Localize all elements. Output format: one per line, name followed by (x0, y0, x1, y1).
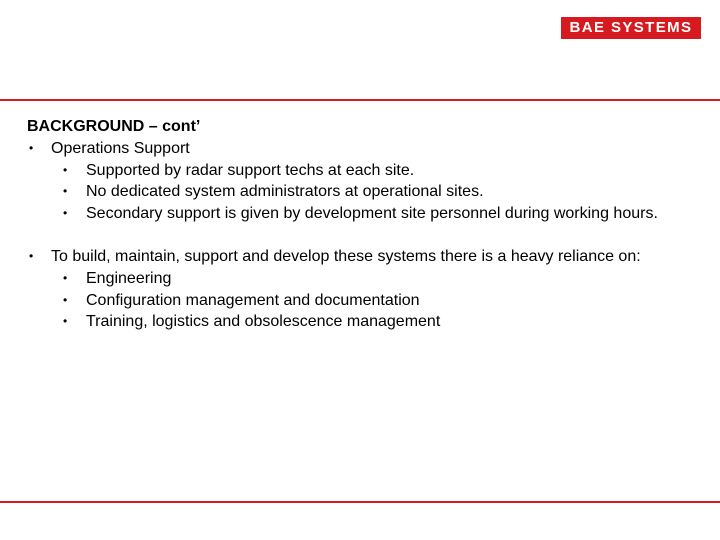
slide-heading: BACKGROUND – cont’ (27, 118, 201, 135)
sub-list-item (27, 203, 697, 225)
list-item (27, 246, 697, 268)
sub-list-item-text: Engineering (86, 269, 172, 287)
list-item (27, 138, 697, 160)
sub-list-item (27, 181, 697, 203)
bullet-icon: • (63, 162, 68, 177)
bullet-icon: • (63, 270, 68, 285)
sub-list-item (27, 290, 697, 312)
list-item-text: To build, maintain, support and develop these systems there is a heavy reliance on: (51, 247, 641, 265)
sub-list-item-text: Supported by radar support techs at each site. (86, 161, 415, 179)
bullet-icon: • (63, 292, 68, 307)
bullet-icon: • (29, 140, 34, 155)
sub-list-item (27, 160, 697, 182)
slide-body (27, 116, 697, 333)
bullet-list (27, 138, 697, 333)
sub-list-item (27, 268, 697, 290)
header-divider (0, 99, 720, 101)
sub-list-item-text: Training, logistics and obsolescence management (86, 313, 441, 331)
sub-list-item (27, 311, 697, 333)
sub-list-item-text: No dedicated system administrators at operational sites. (86, 183, 484, 201)
sub-list-item-text: Secondary support is given by development site personnel during working hours. (86, 205, 658, 223)
bullet-icon: • (63, 184, 68, 199)
logo-text: BAE SYSTEMS (569, 19, 693, 36)
footer-divider (0, 501, 720, 503)
bae-systems-logo (561, 17, 701, 39)
list-item-text: Operations Support (51, 139, 190, 157)
list-spacer (27, 225, 697, 246)
sub-list-item-text: Configuration management and documentation (86, 291, 420, 309)
bullet-icon: • (63, 314, 68, 329)
bullet-icon: • (29, 248, 34, 263)
bullet-icon: • (63, 206, 68, 221)
